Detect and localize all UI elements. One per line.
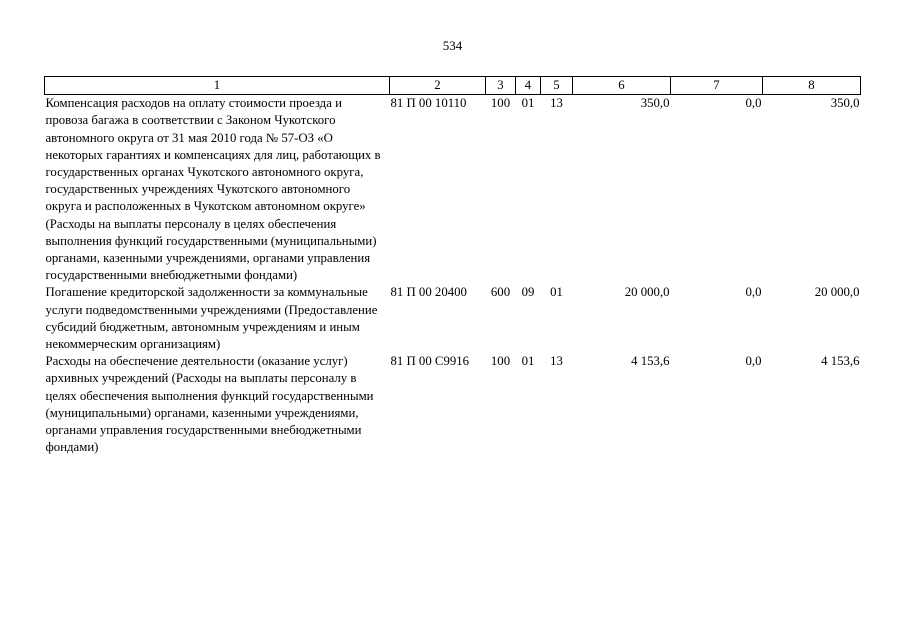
- budget-table: [44, 76, 861, 456]
- amount-col-6: 4 153,6: [631, 354, 670, 369]
- column-header: 7: [671, 77, 763, 95]
- subsection-code: 13: [550, 354, 563, 369]
- expense-type-code: 100: [490, 96, 511, 111]
- amount-col-8: 4 153,6: [821, 354, 860, 369]
- amount-col-8: 350,0: [830, 96, 860, 111]
- subsection-code: 13: [550, 96, 563, 111]
- target-article-code: 81 П 00 С9916: [390, 354, 470, 369]
- amount-col-6: 20 000,0: [624, 285, 670, 300]
- amount-col-7: 0,0: [745, 96, 762, 111]
- table-row: [45, 353, 861, 456]
- page-number: 534: [442, 38, 463, 53]
- subsection-code: 01: [550, 285, 563, 300]
- row-description: Расходы на обеспечение деятельности (оказание услуг) архивных учреждений (Расходы на выплаты персоналу в целях обеспечения выполнения функций государственными (муниципальными) органами, казенными учреждениями, органами управления государственными внебюджетными фондами): [45, 354, 374, 455]
- section-code: 01: [521, 354, 535, 369]
- column-header: 5: [541, 77, 573, 95]
- column-header: 1: [45, 77, 390, 95]
- expense-type-code: 600: [490, 285, 511, 300]
- column-header: 8: [763, 77, 861, 95]
- row-description: Компенсация расходов на оплату стоимости проезда и провоза багажа в соответствии с Законом Чукотского автономного округа от 31 мая 2010 года № 57-ОЗ «О некоторых гарантиях и компенсациях для лиц, работающих в государственных органах Чукотского автономного округа, государственных учреждениях Чукотского автономного округа и расположенных в Чукотском автономном округе» (Расходы на выплаты персоналу в целях обеспечения выполнения функций государственными (муниципальными) органами, казенными учреждениями, органами управления государственными внебюджетными фондами): [45, 96, 381, 283]
- column-header: 6: [573, 77, 671, 95]
- section-code: 01: [521, 96, 535, 111]
- amount-col-7: 0,0: [745, 285, 762, 300]
- amount-col-8: 20 000,0: [814, 285, 860, 300]
- amount-col-7: 0,0: [745, 354, 762, 369]
- expense-type-code: 100: [490, 354, 511, 369]
- target-article-code: 81 П 00 20400: [390, 285, 467, 300]
- column-header: 3: [486, 77, 516, 95]
- column-header: 2: [390, 77, 486, 95]
- table-header-row: [45, 77, 861, 95]
- target-article-code: 81 П 00 10110: [390, 96, 467, 111]
- column-header: 4: [516, 77, 541, 95]
- amount-col-6: 350,0: [640, 96, 670, 111]
- section-code: 09: [521, 285, 535, 300]
- table-row: [45, 95, 861, 285]
- table-row: [45, 284, 861, 353]
- row-description: Погашение кредиторской задолженности за коммунальные услуги подведомственными учреждениями (Предоставление субсидий бюджетным, автономным учреждениям и иным некоммерческим организациям): [45, 285, 378, 352]
